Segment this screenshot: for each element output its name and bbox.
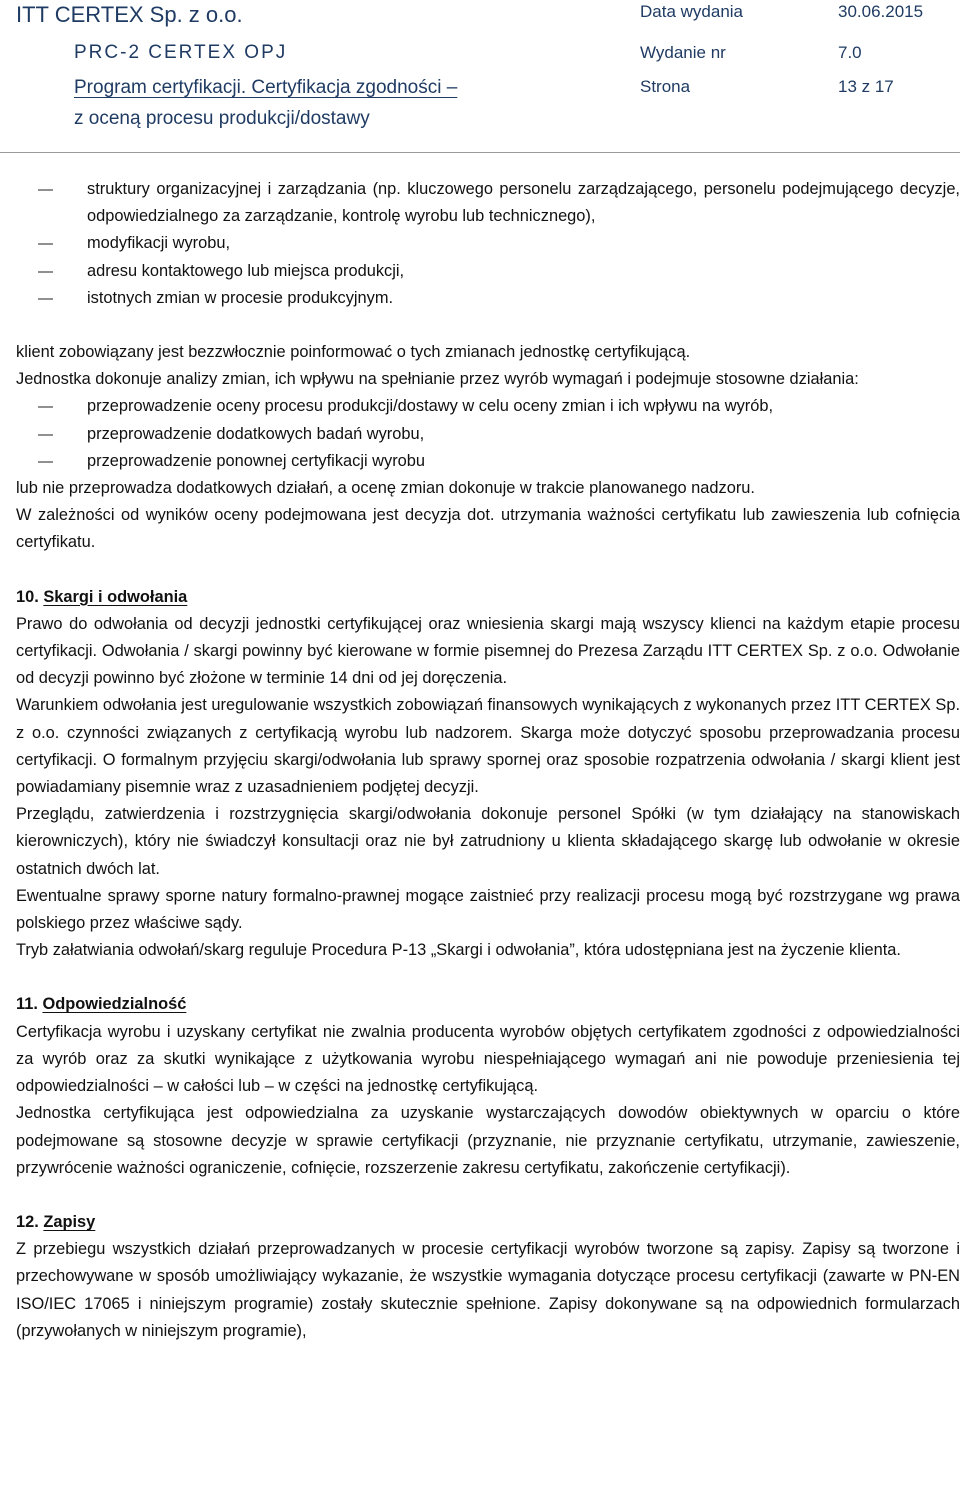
spacer [16, 1182, 960, 1209]
paragraph: Ewentualne sprawy sporne natury formalno-prawnej mogące zaistnieć przy realizacji procesu mogą być rozstrzygane wg prawa polskiego przez właściwe sądy. [16, 886, 960, 933]
spacer [16, 964, 960, 991]
program-title-line2: z oceną procesu produkcji/dostawy [74, 108, 370, 129]
paragraph: Warunkiem odwołania jest uregulowanie wszystkich zobowiązań finansowych wynikających z wykonanych przez ITT CERTEX Sp. z o.o. czynności związanych z certyfikacją wyrobu lub nadzorem. Skarga może dotyczyć sposobu przeprowadzania procesu certyfikacji. O formalnym przyjęciu skargi/odwołania lub sprawy spornej oraz sposobie rozpatrzenia odwołania / skargi klient jest powiadamiany pisemnie wraz z uzasadnieniem podjętej decyzji. [16, 696, 960, 797]
list-item: — przeprowadzenie oceny procesu produkcji/dostawy w celu oceny zmian i ich wpływu na wyrób, [16, 393, 960, 420]
program-title-line1: Program certyfikacji. Certyfikacja zgodności – [74, 77, 458, 98]
paragraph: Przeglądu, zatwierdzenia i rozstrzygnięcia skargi/odwołania dokonuje personel Spółki (w tym działający na stanowiskach kierowniczych), który nie świadczył konsultacji oraz nie był zatrudniony u klienta składającego skargę lub odwołanie w okresie ostatnich dwóch lat. [16, 805, 960, 878]
section-title: Skargi i odwołania [43, 587, 188, 606]
section-heading-10 [16, 584, 960, 611]
paragraph: lub nie przeprowadza dodatkowych działań, a ocenę zmian dokonuje w trakcie planowanego nadzoru. [16, 479, 755, 498]
page-value: 13 z 17 [838, 77, 894, 96]
document-code: PRC-2 CERTEX OPJ [74, 42, 288, 63]
paragraph: Certyfikacja wyrobu i uzyskany certyfikat nie zwalnia producenta wyrobów objętych certyfikatem zgodności z odpowiedzialności za wyrób oraz za skutki wynikające z użytkowania wyrobu niespełniającego wymagań ani nie powoduje przeniesienia tej odpowiedzialności – w całości lub – w części na jednostkę certyfikującą. [16, 1022, 960, 1096]
paragraph: W zależności od wyników oceny podejmowana jest decyzja dot. utrzymania ważności certyfikatu lub zawieszenia lub cofnięcia certyfikatu. [16, 506, 960, 552]
spacer [16, 557, 960, 584]
section-heading-11 [16, 991, 960, 1018]
header-divider [0, 152, 960, 153]
section-number: 11. [16, 995, 38, 1014]
section-title: Zapisy [43, 1212, 96, 1231]
spacer [16, 312, 960, 339]
list-item: — przeprowadzenie dodatkowych badań wyrobu, [16, 421, 960, 448]
changes-list [16, 176, 960, 312]
document-header [0, 0, 960, 158]
section-title: Odpowiedzialność [42, 995, 187, 1014]
edition-label: Wydanie nr [640, 43, 726, 62]
paragraph: Z przebiegu wszystkich działań przeprowadzanych w procesie certyfikacji wyrobów tworzone są zapisy. Zapisy są tworzone i przechowywane w sposób umożliwiający wykazanie, że wszystkie wymagania dotyczące procesu certyfikacji (zawarte w PN-EN ISO/IEC 17065 i niniejszym programie) zostały skutecznie spełnione. Zapisy dokonywane są na odpowiednich formularzach (przywołanych w niniejszym programie), [16, 1240, 960, 1340]
page-label: Strona [640, 77, 691, 96]
actions-list [16, 393, 960, 475]
paragraph: Jednostka dokonuje analizy zmian, ich wpływu na spełnianie przez wyrób wymagań i podejmuje stosowne działania: [16, 370, 859, 389]
company-name: ITT CERTEX Sp. z o.o. [16, 2, 243, 27]
edition-value: 7.0 [838, 43, 862, 62]
paragraph: Tryb załatwiania odwołań/skarg reguluje Procedura P-13 „Skargi i odwołania”, która udostępniana jest na życzenie klienta. [16, 941, 901, 960]
section-heading-12 [16, 1209, 960, 1236]
paragraph: klient zobowiązany jest bezzwłocznie poinformować o tych zmianach jednostkę certyfikującą. [16, 343, 691, 362]
section-number: 12. [16, 1212, 39, 1231]
document-body [16, 176, 960, 1345]
date-value: 30.06.2015 [838, 2, 924, 21]
paragraph: Prawo do odwołania od decyzji jednostki certyfikującej oraz wniesienia skargi mają wszyscy klienci na każdym etapie procesu certyfikacji. Odwołania / skargi powinny być kierowane w formie pisemnej do Prezesa Zarządu ITT CERTEX Sp. z o.o. Odwołanie od decyzji powinno być złożone w terminie 14 dni od jej doręczenia. [16, 614, 960, 688]
list-item: — przeprowadzenie ponownej certyfikacji wyrobu [16, 448, 960, 475]
list-item: — struktury organizacyjnej i zarządzania (np. kluczowego personelu zarządzającego, personelu podejmującego decyzje, odpowiedzialnego za zarządzanie, kontrolę wyrobu lub technicznego), [16, 176, 960, 230]
list-item: — istotnych zmian w procesie produkcyjnym. [16, 285, 960, 312]
section-number: 10. [16, 587, 39, 606]
list-item: — modyfikacji wyrobu, [16, 230, 960, 257]
date-label: Data wydania [640, 2, 744, 21]
paragraph: Jednostka certyfikująca jest odpowiedzialna za uzyskanie wystarczających dowodów obiektywnych w oparciu o które podejmowane są stosowne decyzje w sprawie certyfikacji (przyznanie, nie przyznanie certyfikatu, utrzymanie, zawieszenie, przywrócenie ważności ograniczenie, cofnięcie, rozszerzenie zakresu certyfikatu, zakończenie certyfikacji). [16, 1104, 960, 1177]
list-item: — adresu kontaktowego lub miejsca produkcji, [16, 258, 960, 285]
